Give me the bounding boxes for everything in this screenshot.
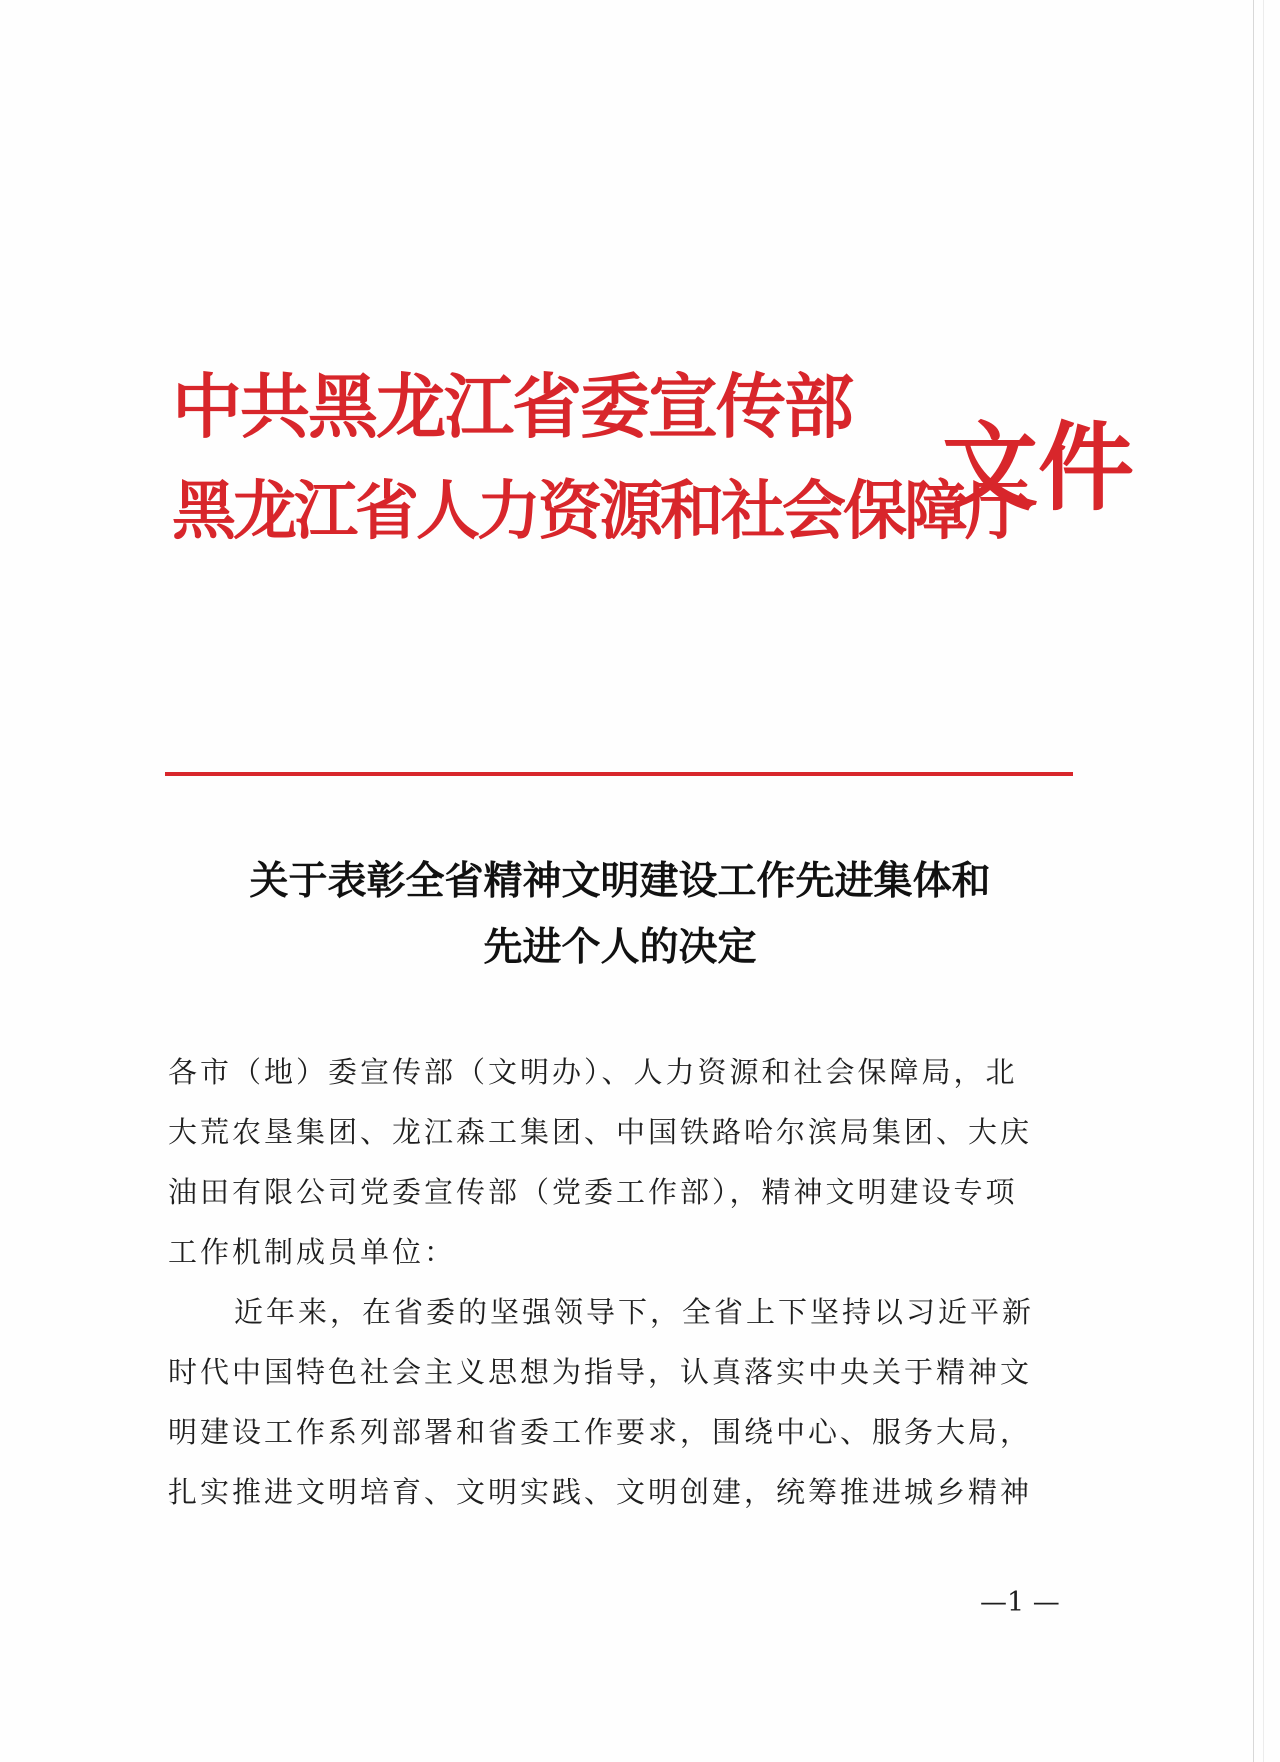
scan-edge [1253,0,1254,1762]
addressee-line: 各市（地）委宣传部（文明办）、人力资源和社会保障局，北 [168,1055,1018,1089]
issuer-line-1: 中共黑龙江省委宣传部 [172,365,852,448]
document-title [160,848,1080,980]
issuing-authority-header [172,365,1134,572]
paragraph-line: 时代中国特色社会主义思想为指导，认真落实中央关于精神文 [168,1355,1033,1389]
addressee-line: 大荒农垦集团、龙江森工集团、中国铁路哈尔滨局集团、大庆 [168,1115,1033,1149]
addressee-line: 油田有限公司党委宣传部（党委工作部），精神文明建设专项 [168,1175,1018,1209]
title-line-2: 先进个人的决定 [483,924,757,970]
red-separator-line [165,772,1073,776]
issuer-suffix: 文件 [942,411,1134,524]
page-number: —1 — [980,1587,1060,1618]
issuer-line-2: 黑龙江省人力资源和社会保障厅 [172,474,1026,549]
scan-edge [1263,0,1264,1762]
paragraph-line: 扎实推进文明培育、文明实践、文明创建，统筹推进城乡精神 [168,1475,1033,1509]
title-line-1: 关于表彰全省精神文明建设工作先进集体和 [249,858,991,904]
addressee-line: 工作机制成员单位： [168,1235,457,1269]
paragraph-line: 近年来，在省委的坚强领导下，全省上下坚持以习近平新 [234,1295,1035,1329]
paragraph-line: 明建设工作系列部署和省委工作要求，围绕中心、服务大局， [168,1415,1033,1449]
